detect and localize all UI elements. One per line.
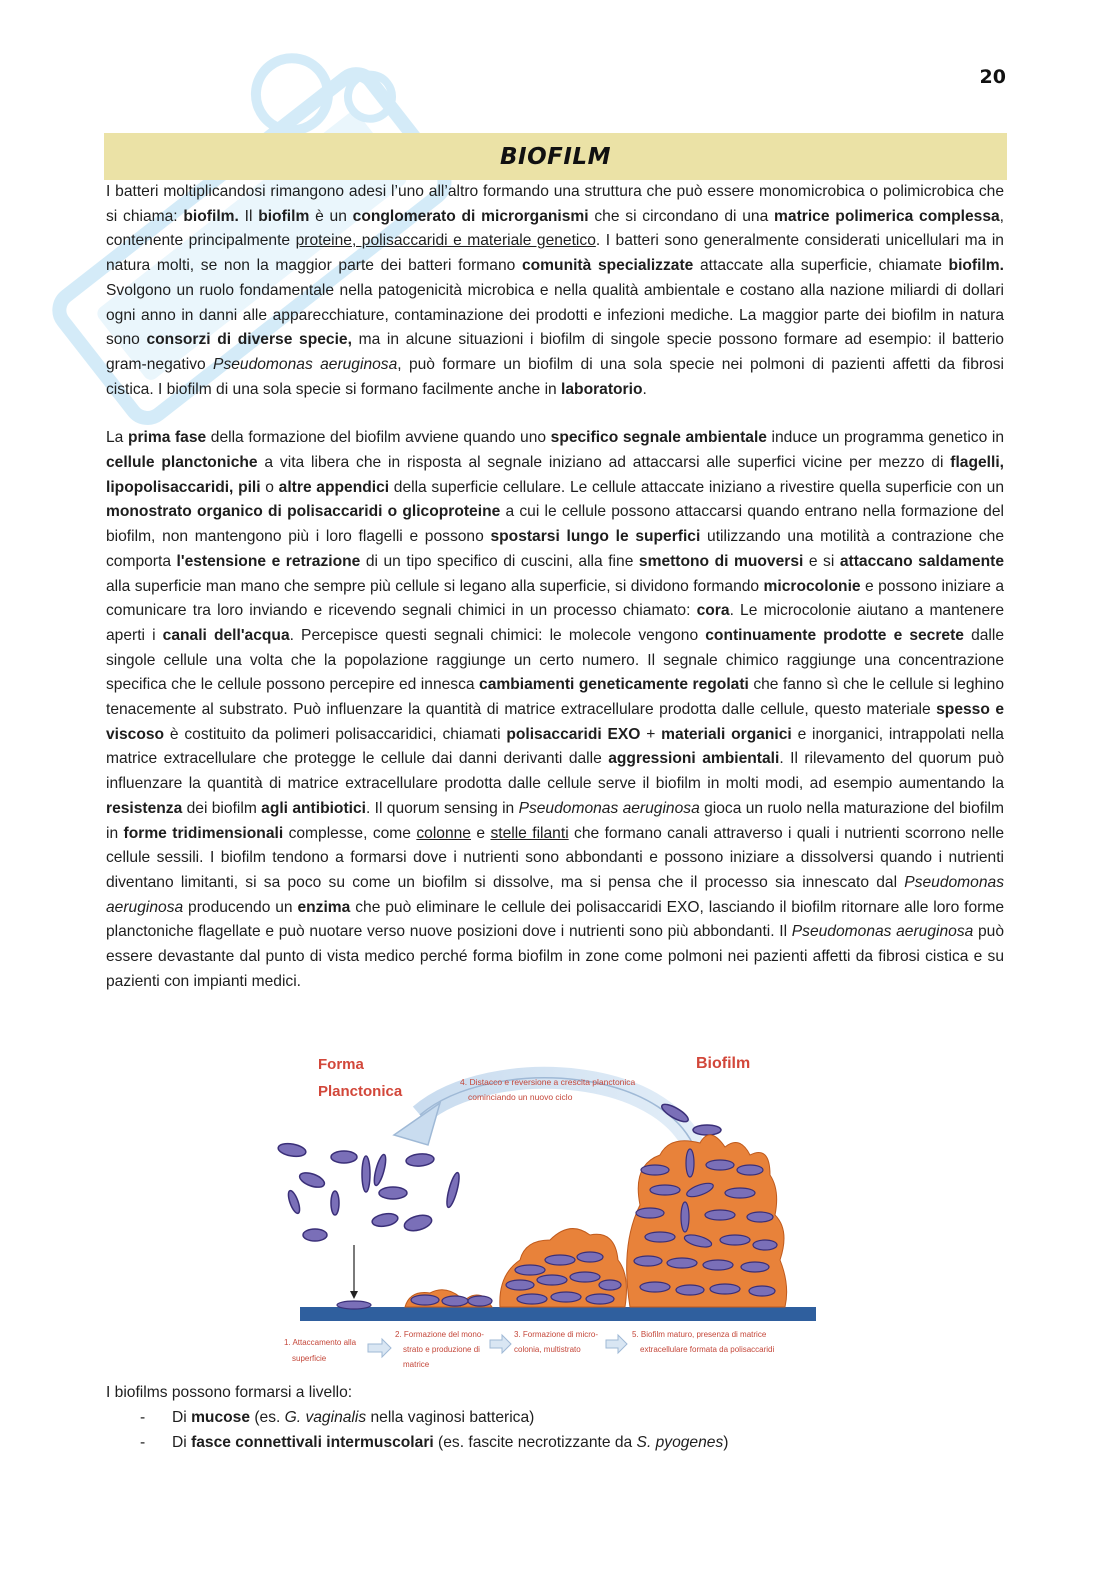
substrate-surface: [300, 1307, 816, 1321]
step4-line1: 4. Distacco e reversione a crescita planctonica: [460, 1077, 636, 1087]
step5-line1: 5. Biofilm maturo, presenza di matrice: [632, 1330, 767, 1339]
label-planktonic-2: Planctonica: [318, 1083, 403, 1100]
step2-line2: strato e produzione di: [403, 1345, 480, 1354]
step4-line2: cominciando un nuovo ciclo: [468, 1092, 573, 1102]
biofilm-diagram: [270, 1045, 830, 1380]
label-biofilm: Biofilm: [696, 1055, 751, 1072]
step5-line2: extracellulare formata da polisaccaridi: [640, 1345, 775, 1354]
step1-line2: superficie: [292, 1354, 327, 1363]
page-title: BIOFILM: [500, 143, 611, 170]
paragraph-intro: I batteri moltiplicandosi rimangono adesi l’uno all’altro formando una struttura che può essere monomicrobica o polimicrobica che si chiama: biofilm. Il biofilm è un conglomerato di microrganismi che si circondano di una matrice polimerica complessa, contenente principalmente proteine, polisaccaridi e materiale genetico. I batteri sono generalmente considerati unicellulari ma in natura molti, se non la maggior parte dei batteri formano comunità specializzate attaccate alla superficie, chiamate biofilm. Svolgono un ruolo fondamentale nella patogenicità microbica e nella qualità ambientale e costano alla nazione miliardi di dollari ogni anno in danni alle apparecchiature, contaminazione dei prodotti e infezioni mediche. La maggior parte dei biofilm in natura sono consorzi di diverse specie, ma in alcune situazioni i biofilm di singole specie possono formare ad esempio: il batterio gram-negativo Pseudomonas aeruginosa, può formare un biofilm di una sola specie nei polmoni di pazienti affetti da fibrosi cistica. I biofilm di una sola specie si formano facilmente anche in laboratorio.: [106, 183, 1005, 398]
main-text: [106, 180, 1004, 995]
paragraph-phases: La prima fase della formazione del biofilm avviene quando uno specifico segnale ambientale induce un programma genetico in cellule planctoniche a vita libera che in risposta al segnale iniziano ad attaccarsi alle superfici vicine per mezzo di flagelli, lipopolisaccaridi, pili o altre appendici della superficie cellulare. Le cellule attaccate iniziano a rivestire quella superficie con un monostrato organico di polisaccaridi o glicoproteine a cui le cellule possono attaccarsi quando entrano nella formazione del biofilm, non mantengono più i loro flagelli e possono spostarsi lungo le superfici utilizzando una motilità a contrazione che comporta l'estensione e retrazione di un tipo specifico di cuscini, alla fine smettono di muoversi e si attaccano saldamente alla superficie man mano che sempre più cellule si legano alla superficie, si dividono formando microcolonie e possono iniziare a comunicare tra loro inviando e ricevendo segnali chimici in un processo chiamato: cora. Le microcolonie aiutano a mantenere aperti i canali dell'acqua. Percepisce questi segnali chimici: le molecole vengono continuamente prodotte e secrete dalle singole cellule una volta che la popolazione raggiunge un certo numero. Il segnale chimico raggiunge una concentrazione specifica che le cellule possono percepire ed innesca cambiamenti geneticamente regolati che fanno sì che le cellule si leghino tenacemente al substrato. Può influenzare la quantità di matrice extracellulare prodotta dalle cellule, questo materiale spesso e viscoso è costituito da polimeri polisaccaridici, chiamati polisaccaridi EXO + materiali organici e inorganici, intrappolati nella matrice extracellulare che protegge le cellule dai danni derivanti dalle aggressioni ambientali. Il rilevamento del quorum può influenzare la quantità di matrice extracellulare prodotta dalle cellule serve il biofilm in molti modi, ad esempio aumentando la resistenza dei biofilm agli antibiotici. Il quorum sensing in Pseudomonas aeruginosa gioca un ruolo nella maturazione del biofilm in forme tridimensionali complesse, come colonne e stelle filanti che formano canali attraverso i quali i nutrienti scorrono nelle cellule sessili. I biofilm tendono a formarsi dove i nutrienti sono abbondanti e possono iniziare a dissolversi quando i nutrienti diventano limitanti, si sa poco su come un biofilm si dissolve, ma si pensa che il processo sia innescato dal Pseudomonas aeruginosa producendo un enzima che può eliminare le cellule dei polisaccaridi EXO, lasciando il biofilm ritornare alle loro forme planctoniche flagellate e può nuotare verso nuove posizioni dove i nutrienti sono più abbondanti. Il Pseudomonas aeruginosa può essere devastante dal punto di vista medico perché forma biofilm in zone come polmoni nei pazienti affetti da fibrosi cistica e su pazienti con impianti medici.: [106, 429, 1005, 990]
list-intro: I biofilms possono formarsi a livello:: [106, 1384, 353, 1401]
step3-line2: colonia, multistrato: [514, 1345, 581, 1354]
step3-line1: 3. Formazione di micro-: [514, 1330, 599, 1339]
step1-line1: 1. Attaccamento alla: [284, 1338, 357, 1347]
page-number: 20: [979, 66, 1006, 88]
list-item: - Di fasce connettivali intermuscolari (es. fascite necrotizzante da S. pyogenes): [140, 1434, 729, 1451]
title-band: [104, 133, 1007, 180]
label-planktonic-1: Forma: [318, 1056, 364, 1073]
biofilm-cycle-figure: [270, 1045, 830, 1380]
step2-line3: matrice: [403, 1360, 430, 1369]
step2-line1: 2. Formazione del mono-: [395, 1330, 484, 1339]
locations-list: [140, 1405, 728, 1455]
list-item: - Di mucose (es. G. vaginalis nella vaginosi batterica): [140, 1409, 535, 1426]
